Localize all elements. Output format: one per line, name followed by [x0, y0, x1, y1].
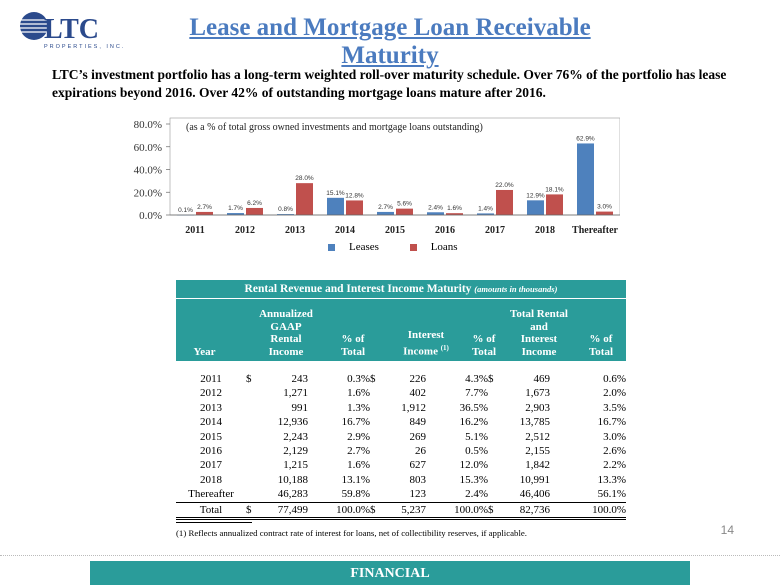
table-cell: 7.7%	[465, 387, 488, 400]
logo-subtext: PROPERTIES, INC.	[44, 44, 124, 50]
table-cell: 2011	[200, 373, 222, 385]
table-cell: 2018	[200, 473, 222, 486]
table-cell: 100.0%	[550, 502, 626, 518]
legend-loans	[410, 241, 472, 253]
table-cell: 2.0%	[603, 387, 626, 400]
loan-bar-label: 2.7%	[197, 203, 212, 211]
table-title-note: (amounts in thousands)	[474, 284, 558, 294]
table-cell: 2,512	[525, 430, 550, 443]
table-cell: 3.5%	[603, 401, 626, 414]
legend-loans-swatch	[410, 244, 417, 251]
x-tick-label: 2015	[385, 225, 405, 236]
col-header-pct3-line: Total	[588, 345, 614, 358]
table-cell	[246, 415, 260, 429]
ltc-logo	[14, 8, 124, 50]
loan-bar	[346, 200, 363, 215]
loan-bar-label: 5.6%	[397, 200, 412, 208]
table-cell: 269	[409, 430, 426, 443]
table-cell: 226	[409, 373, 426, 385]
table-cell: 2,243	[283, 430, 308, 443]
table-cell: 1.6%	[347, 459, 370, 472]
table-cell	[488, 415, 502, 429]
x-tick-label: 2017	[485, 225, 505, 236]
table-row	[176, 487, 626, 502]
table-cell: 13,785	[519, 416, 550, 429]
table-cell: 46,283	[277, 488, 308, 501]
legend-leases-label: Leases	[349, 241, 379, 253]
loan-bar	[196, 212, 213, 215]
col-header-pct2	[459, 333, 509, 358]
chart-note: (as a % of total gross owned investments and mortgage loans outstanding)	[186, 122, 483, 133]
table-cell: 15.3%	[459, 473, 488, 486]
x-tick-label: 2016	[435, 225, 455, 236]
table-cell: 0.5%	[465, 445, 488, 458]
col-header-total-line: and	[530, 320, 548, 333]
col-header-rental-line: Rental	[270, 333, 302, 345]
footnote: (1) Reflects annualized contract rate of interest for loans, net of collectibility reserves, if applicable.	[176, 528, 527, 538]
loan-bar	[546, 194, 563, 215]
page-number: 14	[720, 523, 734, 537]
table-cell: 627	[409, 459, 426, 472]
legend-leases-swatch	[328, 244, 335, 251]
table-cell	[246, 458, 260, 472]
table-cell: $	[246, 502, 260, 518]
table-row	[176, 372, 626, 386]
table-total-row	[176, 502, 626, 518]
table-cell: 849	[409, 416, 426, 429]
table-cell	[488, 386, 502, 400]
table-row	[176, 458, 626, 472]
table-cell: 1,271	[283, 387, 308, 400]
table-cell: 12,936	[277, 416, 308, 429]
table-cell: 16.2%	[459, 416, 488, 429]
legend-loans-label: Loans	[430, 241, 458, 253]
col-header-rental-line: Annualized	[259, 308, 313, 320]
col-header-interest-line: Interest	[407, 329, 445, 342]
table-cell: 10,991	[519, 473, 550, 486]
table-cell	[370, 487, 384, 502]
table-cell: $	[246, 373, 252, 385]
table-cell	[246, 430, 260, 444]
lease-bar-label: 1.7%	[228, 205, 243, 213]
table-cell: 2,903	[525, 401, 550, 414]
table-cell: $	[488, 502, 502, 518]
col-header-total-line: Income	[521, 345, 557, 358]
lease-bar	[327, 198, 344, 215]
table-cell: 3.0%	[603, 430, 626, 443]
loan-bar-label: 12.8%	[345, 192, 364, 200]
col-header-total-line: Interest	[520, 333, 558, 345]
col-header-pct3	[578, 333, 624, 358]
table-cell: 243	[291, 373, 308, 385]
table-cell: 2.2%	[603, 459, 626, 472]
col-header-pct1	[328, 333, 378, 358]
page-title: Lease and Mortgage Loan Receivable Maturity	[189, 14, 591, 69]
table-cell: 16.7%	[341, 416, 370, 429]
table-cell: $	[370, 502, 384, 518]
table-row	[176, 444, 626, 458]
table-cell	[246, 401, 260, 415]
table-cell	[370, 458, 384, 472]
table-row	[176, 401, 626, 415]
table-cell: 2,129	[283, 445, 308, 458]
x-tick-label: 2012	[235, 225, 255, 236]
footer-divider	[0, 555, 780, 556]
loan-bar-label: 1.6%	[447, 205, 462, 213]
table-cell: 2012	[200, 387, 222, 400]
table-row	[176, 473, 626, 487]
table-cell: 1.3%	[347, 401, 370, 414]
lease-bar	[427, 212, 444, 215]
table-cell	[370, 415, 384, 429]
table-cell	[246, 444, 260, 458]
table-row	[176, 386, 626, 400]
lease-bar	[577, 143, 594, 215]
table-cell: 2.6%	[603, 445, 626, 458]
table-cell: 123	[409, 488, 426, 501]
footnote-rule	[176, 522, 252, 523]
x-tick-label: 2018	[535, 225, 555, 236]
loan-bar-label: 18.1%	[545, 186, 564, 194]
table-cell	[488, 473, 502, 487]
col-header-interest-sup: (1)	[440, 343, 449, 352]
table-cell: $	[370, 373, 376, 385]
col-header-interest-text: Income	[403, 345, 438, 358]
table-cell: 100.0%	[426, 502, 488, 518]
table-cell: 12.0%	[459, 459, 488, 472]
loan-bar	[246, 208, 263, 215]
col-header-pct2-line: % of	[472, 333, 496, 345]
table-cell	[370, 444, 384, 458]
loan-bar-label: 22.0%	[495, 181, 514, 189]
col-header-year: Year	[193, 345, 216, 358]
table-cell: $	[488, 373, 494, 385]
table-cell: 1.6%	[347, 387, 370, 400]
table-cell: 469	[533, 373, 550, 385]
table-cell	[370, 401, 384, 415]
table-cell: 2013	[200, 401, 222, 414]
table-cell: 2015	[200, 430, 222, 443]
table-title-bar	[176, 280, 626, 298]
table-cell: 13.1%	[341, 473, 370, 486]
table-cell: 2.4%	[465, 488, 488, 501]
table-cell	[370, 473, 384, 487]
table-cell: 1,673	[525, 387, 550, 400]
table-cell: 82,736	[502, 502, 550, 518]
table-cell: Thereafter	[188, 488, 234, 501]
table-cell	[370, 430, 384, 444]
loan-bar	[296, 183, 313, 215]
table-cell: 2016	[200, 445, 222, 458]
y-tick-label: 20.0%	[133, 187, 162, 200]
col-header-interest	[391, 329, 461, 358]
table-cell: 991	[291, 401, 308, 414]
lease-bar-label: 62.9%	[576, 135, 595, 143]
x-tick-label: 2014	[335, 225, 355, 236]
table-column-headers	[176, 299, 626, 361]
col-header-pct1-line: % of	[341, 333, 365, 345]
logo-graphic	[14, 8, 124, 50]
logo-text: LTC	[44, 14, 100, 45]
table-cell: 1,842	[525, 459, 550, 472]
table-cell	[246, 386, 260, 400]
table-cell: 13.3%	[597, 473, 626, 486]
table-title: Rental Revenue and Interest Income Maturity	[244, 283, 472, 295]
col-header-pct3-line: % of	[589, 333, 613, 345]
table-cell: Total	[176, 502, 246, 518]
col-header-total-line: Total Rental	[510, 308, 568, 320]
lease-bar-label: 1.4%	[478, 205, 493, 213]
lease-bar-label: 0.8%	[278, 206, 293, 214]
table-cell: 16.7%	[597, 416, 626, 429]
table-cell: 10,188	[277, 473, 308, 486]
table-cell: 36.5%	[459, 401, 488, 414]
x-tick-label: 2011	[185, 225, 205, 236]
loan-bar	[496, 190, 513, 215]
table-cell	[246, 487, 260, 502]
lease-bar	[377, 212, 394, 215]
x-tick-label: Thereafter	[572, 225, 618, 236]
col-header-pct1-line: Total	[340, 345, 366, 358]
loan-bar	[596, 212, 613, 215]
table-cell: 77,499	[260, 502, 308, 518]
table-cell: 1,912	[401, 401, 426, 414]
lease-bar-label: 12.9%	[526, 192, 545, 200]
table-cell	[370, 386, 384, 400]
table-cell: 2017	[200, 459, 222, 472]
table-cell: 5,237	[384, 502, 426, 518]
legend-leases	[328, 241, 393, 253]
y-tick-label: 0.0%	[139, 210, 162, 222]
chart-legend	[328, 241, 486, 253]
table-cell: 0.6%	[603, 373, 626, 385]
col-header-pct2-line: Total	[471, 345, 497, 358]
y-tick-label: 80.0%	[133, 119, 162, 131]
table-cell: 46,406	[519, 488, 550, 501]
loan-bar	[396, 209, 413, 215]
maturity-table	[176, 372, 626, 520]
table-cell: 2,155	[525, 445, 550, 458]
table-cell: 56.1%	[597, 488, 626, 501]
table-cell: 100.0%	[308, 502, 370, 518]
col-header-rental-line: GAAP	[270, 320, 302, 333]
table-cell: 803	[409, 473, 426, 486]
col-header-total	[504, 308, 574, 358]
table-cell: 4.3%	[465, 373, 488, 385]
lease-bar-label: 15.1%	[326, 189, 345, 197]
table-cell	[488, 458, 502, 472]
table-cell: 0.3%	[347, 373, 370, 385]
lease-bar	[527, 200, 544, 215]
table-cell: 5.1%	[465, 430, 488, 443]
loan-bar-label: 3.0%	[597, 203, 612, 211]
col-header-rental	[246, 308, 326, 358]
table-cell	[488, 444, 502, 458]
x-tick-label: 2013	[285, 225, 305, 236]
table-cell: 26	[415, 445, 426, 458]
lease-bar-label: 2.7%	[378, 203, 393, 211]
footer-bar: FINANCIAL	[90, 561, 690, 585]
loan-bar-label: 6.2%	[247, 199, 262, 207]
y-tick-label: 60.0%	[133, 141, 162, 154]
table-row	[176, 415, 626, 429]
table-cell	[488, 401, 502, 415]
intro-text: LTC’s investment portfolio has a long-term weighted roll-over maturity schedule. Over 76% of the portfolio has lease expirations beyond 2016. Over 42% of outstanding mortgage loans mature after 2016.	[52, 67, 727, 100]
col-header-rental-line: Income	[268, 345, 304, 358]
y-tick-label: 40.0%	[133, 164, 162, 177]
table-row	[176, 430, 626, 444]
loan-bar-label: 28.0%	[295, 175, 314, 183]
table-cell: 2.9%	[347, 430, 370, 443]
table-cell: 2014	[200, 416, 222, 429]
table-cell: 1,215	[283, 459, 308, 472]
table-cell: 2.7%	[347, 445, 370, 458]
table-cell: 402	[409, 387, 426, 400]
table-cell	[488, 430, 502, 444]
lease-bar-label: 2.4%	[428, 204, 443, 212]
table-cell: 59.8%	[341, 488, 370, 501]
table-cell	[488, 487, 502, 502]
table-cell	[246, 473, 260, 487]
col-header-interest-line2	[391, 342, 461, 358]
lease-bar-label: 0.1%	[178, 206, 193, 214]
